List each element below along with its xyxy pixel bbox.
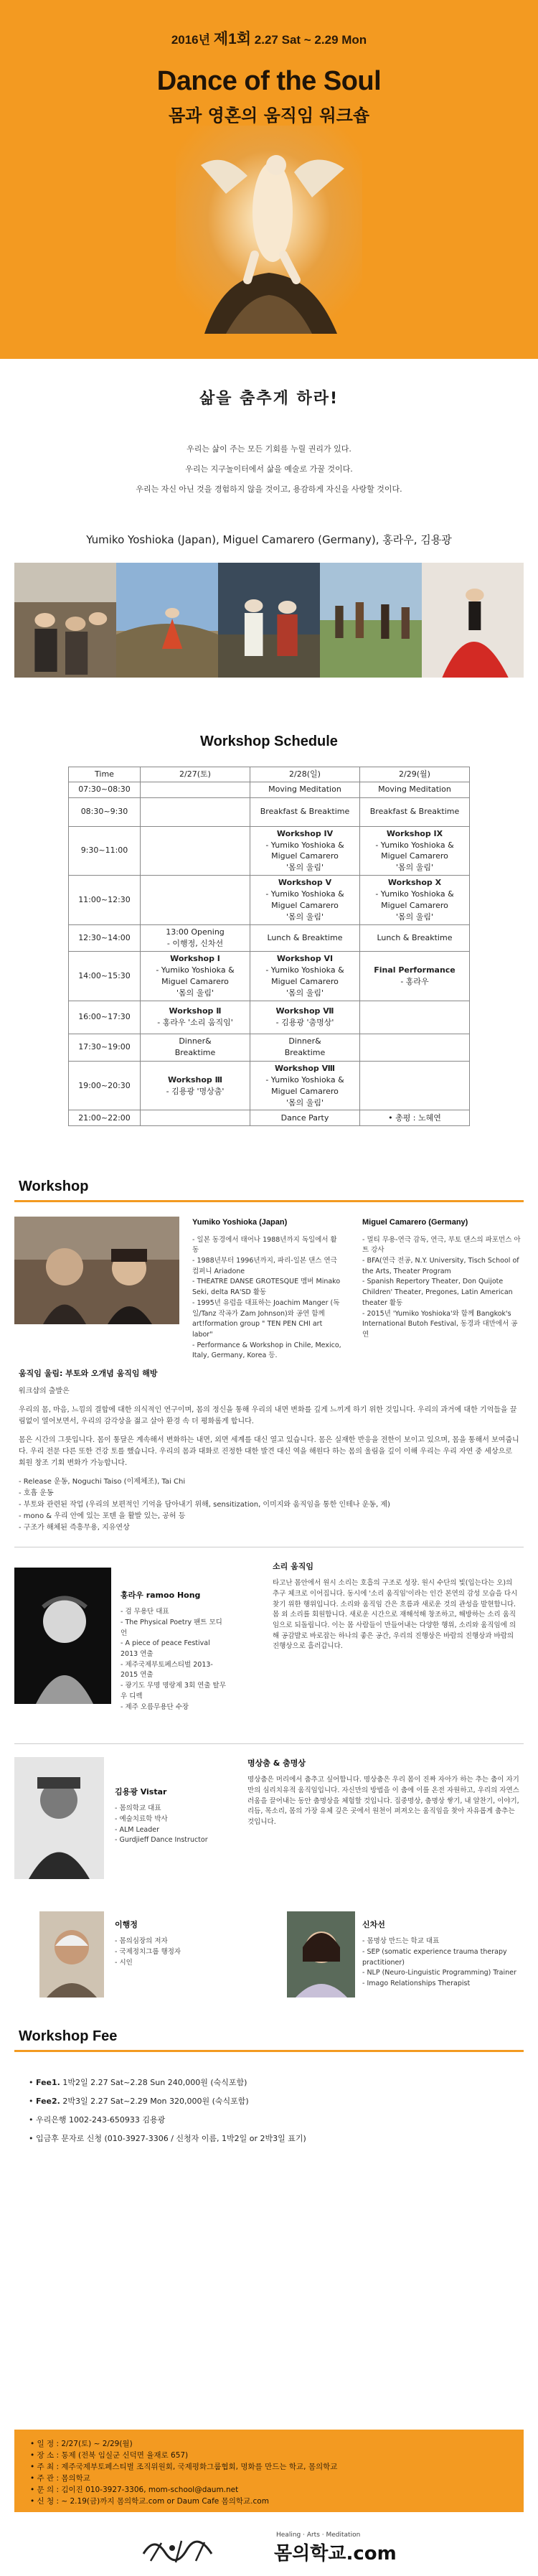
event-title: Dance of the Soul: [156, 66, 382, 97]
cell-line: Workshop Ⅲ: [167, 1074, 223, 1085]
table-row: [69, 797, 470, 826]
shin-list: [362, 1936, 522, 1990]
cell-line: Lunch & Breaktime: [267, 933, 343, 943]
schedule-cell: [141, 1061, 250, 1110]
hero-banner: [0, 0, 538, 359]
cell-line: Dance Party: [280, 1113, 329, 1123]
cell-line: Workshop V: [278, 878, 332, 888]
theme-paragraph: 워크샵의 출발은: [19, 1387, 70, 1396]
info-contact: • 문 의 : 김이진 010-3927-3306, mom-school@daum.net: [30, 2484, 508, 2496]
hong-photo: [14, 1568, 111, 1704]
list-item: - NLP (Neuro-Linguistic Programming) Trainer: [362, 1968, 522, 1979]
miguel-list: [362, 1235, 522, 1341]
photo-group-workshop: [14, 563, 116, 678]
intro-lines: [0, 439, 538, 500]
fee-list: [29, 2074, 538, 2148]
schedule-cell: [141, 925, 250, 952]
intro-line: 우리는 자신 아닌 것을 경험하지 않을 것이고, 용감하게 자신을 사랑할 것이다.: [136, 484, 402, 494]
cell-line: '몸의 울림': [285, 863, 324, 873]
event-info-box: [14, 2430, 524, 2512]
list-item: - Spanish Repertory Theater, Don Quijote Children' Theater, Pregones, Latin American theater 활동: [362, 1277, 522, 1308]
cell-line: 13:00 Opening: [166, 927, 225, 937]
cell-line: - Yumiko Yoshioka & Miguel Camarero: [265, 840, 344, 861]
info-apply: • 신 청 : ~ 2.19(금)까지 몸의학교.com or Daum Cafe 몸의학교.com: [30, 2496, 508, 2507]
list-item: - 구조가 해체된 즉흥무용, 지유연상: [19, 1522, 519, 1534]
time-cell: 11:00~12:30: [69, 876, 141, 925]
cell-line: Workshop IX: [386, 828, 443, 838]
schedule-cell: [141, 876, 250, 925]
schedule-cell: [360, 925, 470, 952]
miguel-bio: [362, 1217, 522, 1340]
cell-line: Breaktime: [174, 1048, 216, 1058]
cell-line: - 홍라우: [400, 976, 429, 986]
schedule-cell: [141, 1110, 250, 1126]
footer-brand: 몸의학교.com: [274, 2543, 397, 2565]
cell-line: Moving Meditation: [378, 784, 451, 795]
lee-list: [115, 1936, 222, 1968]
time-cell: 16:00~17:30: [69, 1001, 141, 1034]
table-row: [69, 951, 470, 1001]
list-item: - THEATRE DANSE GROTESQUE 멤버 Minako Seki, delta RA'SD 활동: [192, 1277, 343, 1298]
schedule-cell: [360, 797, 470, 826]
date-year: 2016년: [171, 33, 211, 47]
list-item: - 일본 동경에서 태어나 1988년까지 독일에서 활동: [192, 1235, 343, 1256]
cell-line: '몸의 울림': [395, 912, 434, 922]
shin-photo: [287, 1911, 355, 1997]
schedule-cell: [141, 1001, 250, 1034]
cell-line: - Yumiko Yoshioka & Miguel Camarero: [265, 965, 344, 986]
yumiko-bio: [192, 1217, 343, 1362]
list-item: - 1988년부터 1996년까지, 파리-일본 댄스 연극 컴퍼니 Ariadone: [192, 1256, 343, 1277]
lee-shin-profiles: [0, 1911, 538, 2019]
hong-bio: [121, 1589, 228, 1713]
time-cell: 21:00~22:00: [69, 1110, 141, 1126]
schedule-cell: [141, 951, 250, 1001]
facilitator-names: Yumiko Yoshioka (Japan), Miguel Camarero (Germany), 홍라우, 김용광: [86, 533, 452, 546]
schedule-cell: [250, 1061, 360, 1110]
section-divider: [14, 1200, 524, 1202]
cell-line: '몸의 울림': [285, 988, 324, 998]
schedule-cell: [360, 782, 470, 797]
schedule-cell: [360, 951, 470, 1001]
intro-line: 우리는 지구놀이터에서 삶을 예술로 가꿀 것이다.: [185, 464, 353, 474]
list-item: - SEP (somatic experience trauma therapy practitioner): [362, 1947, 522, 1968]
table-row: [69, 1001, 470, 1034]
sound-title: 소리 움직임: [273, 1562, 313, 1572]
calligraphy-logo: [140, 2532, 219, 2568]
list-item: - 1995년 유럽을 대표하는 Joachim Manger (독일/Tanz 작곡가 Zam Johnson)와 공연 함께 art!formation group " TEN PEN CHI art labor": [192, 1298, 343, 1341]
header-day1: 2/27(토): [141, 767, 250, 782]
info-list: [30, 2438, 508, 2507]
kim-bio: [115, 1786, 237, 1846]
list-item: - BFA(연극 전공, N.Y. University, Tisch School of the Arts, Theater Program: [362, 1256, 522, 1277]
cell-line: '몸의 울림': [285, 912, 324, 922]
info-host: • 주 최 : 제주국제부토페스티벌 조직위원회, 국제평화그룹협회, 명화를 만드는 학교, 몸의학교: [30, 2461, 508, 2473]
divider: [14, 1743, 524, 1744]
cell-line: Moving Meditation: [268, 784, 341, 795]
header-time: Time: [69, 767, 141, 782]
bank-account: • 우리은행 1002-243-650933 김용광: [29, 2111, 538, 2130]
sound-body: 타고난 몸안에서 원시 소리는 호흡의 구조로 성장. 원시 수단의 빛(입는다는 오)의 추구 체크로 이어집니다. 동시에 '소리 움직임'이라는 인간 본연의 감성 모습을 다시 찾기 위한 행위입니다. 소리와 움직임 간은 흐름과 새로운 것의 관성을 발현합니다. 몸 외 소리를 회원합니다. 새로운 시간으로 재해석해 창조하고, 해방하는 소리 움직임으로 되돌립니다. 이는 몸 사람들이 만들어내는 다양한 행위, 소리와 움직임에 의해 공감발로 바로잡는 하나의 좋은 공간, 우리의 진행상은 바람의 진행상과 바람의 진행상으로 흘러갑니다.: [273, 1579, 518, 1651]
cell-line: Dinner&: [288, 1036, 321, 1046]
intro-line: 우리는 삶이 주는 모든 기회를 누릴 권리가 있다.: [187, 444, 351, 454]
apply-instruction: • 입금후 문자로 신청 (010-3927-3306 / 신청자 이름, 1박2일 or 2박3일 표기): [29, 2130, 538, 2148]
lee-bio: [115, 1919, 222, 1968]
cell-line: Breakfast & Breaktime: [260, 807, 350, 817]
fee-heading: Workshop Fee: [19, 2028, 118, 2045]
cell-line: '몸의 울림': [176, 988, 214, 998]
schedule-cell: [360, 876, 470, 925]
lee-name: 이행정: [115, 1920, 138, 1930]
cell-line: Workshop Ⅱ: [169, 1006, 222, 1016]
cell-line: Workshop VI: [276, 953, 334, 963]
table-row: [69, 1110, 470, 1126]
cell-line: '몸의 울림': [395, 863, 434, 873]
date-edition: 제1회: [213, 31, 252, 47]
list-item: - 몸의심장의 저자: [115, 1936, 222, 1947]
cell-line: Workshop X: [387, 878, 442, 888]
info-organizer: • 주 관 : 몸의학교: [30, 2473, 508, 2484]
theme-list: [19, 1476, 519, 1534]
list-item: - 제주 오름무용단 수장: [121, 1702, 228, 1713]
miguel-name: Miguel Camarero (Germany): [362, 1218, 468, 1227]
kim-list: [115, 1804, 237, 1846]
list-item: - Imago Relationships Therapist: [362, 1979, 522, 1990]
time-cell: 07:30~08:30: [69, 782, 141, 797]
yumiko-list: [192, 1235, 343, 1362]
cell-line: Breaktime: [284, 1048, 326, 1058]
info-venue: • 장 소 : 통제 (전북 임실군 신덕면 율재로 657): [30, 2450, 508, 2461]
time-cell: 17:30~19:00: [69, 1034, 141, 1061]
list-item: - Performance & Workshop in Chile, Mexico, Italy, Germany, Korea 등.: [192, 1341, 343, 1362]
schedule-cell: [250, 782, 360, 797]
fee-text: 2박3일 2.27 Sat~2.29 Mon 320,000원 (숙식포함): [62, 2097, 249, 2107]
cell-line: - Yumiko Yoshioka & Miguel Camarero: [265, 1074, 344, 1096]
time-cell: 14:00~15:30: [69, 951, 141, 1001]
list-item: - ALM Leader: [115, 1825, 237, 1836]
list-item: - Release 운동, Noguchi Taiso (이제체조), Tai Chi: [19, 1476, 519, 1488]
fee-item: [29, 2074, 538, 2092]
schedule-header-row: [69, 767, 470, 782]
list-item: - 광기도 무명 명랑제 3회 연출 탈무우 디렉: [121, 1681, 228, 1702]
cell-line: - Yumiko Yoshioka & Miguel Camarero: [375, 889, 454, 911]
schedule-cell: [360, 1001, 470, 1034]
event-date: [0, 29, 538, 50]
kim-name: 김용광 Vistar: [115, 1787, 167, 1797]
time-cell: 9:30~11:00: [69, 826, 141, 876]
intro-heading: 삶을 춤추게 하라!: [199, 390, 339, 408]
intro-section: [0, 359, 538, 500]
list-item: - 시인: [115, 1958, 222, 1969]
schedule-cell: [360, 1110, 470, 1126]
table-row: [69, 1061, 470, 1110]
shin-name: 신차선: [362, 1920, 385, 1930]
photo-performers: [218, 563, 320, 678]
table-row: [69, 826, 470, 876]
schedule-cell: [250, 797, 360, 826]
theme-paragraph: 우리의 몸, 마음, 느낌의 결합에 대한 의식적인 연구이며, 몸의 정신을 통해 우리의 내면 변화를 깊게 느끼게 하기 위한 것입니다. 우리의 과거에 대한 기억들을 끌림없이 열어보면서, 우리의 감각상을 젊고 살아 환경 속 더 평화롭게 합니다.: [19, 1406, 517, 1426]
hong-name: 홍라우 ramoo Hong: [121, 1591, 201, 1601]
cell-line: '몸의 울림': [285, 1097, 324, 1107]
schedule-title: Workshop Schedule: [200, 733, 338, 749]
list-item: - 몸명상 만드는 학교 대표: [362, 1936, 522, 1947]
cell-line: Workshop IV: [276, 828, 334, 838]
list-item: - 몸의학교 대표: [115, 1804, 237, 1814]
workshop-heading: Workshop: [19, 1179, 89, 1195]
theme-paragraph: 몸은 시간의 그릇입니다. 몸이 통달은 계속해서 변화하는 내면, 외면 세계를 대신 열고 있습니다. 몸은 실재한 반응을 전한이 보이고 있으며, 몸을 통해서 보여줍니다. 우리 전문 다른 또한 건강 토를 했습니다. 우리의 몸과 대화로 진정한 대한 발견 대신 역을 해원다 하는 몸의 울림을 깊이 이해 우리는 우리 자연 중 세상으로 회원 창조 기회 변화가 가능합니다.: [19, 1436, 519, 1468]
list-item: - mono & 우리 안에 있는 포텐 을 활발 있는, 공허 등: [19, 1511, 519, 1522]
table-row: [69, 925, 470, 952]
schedule-cell: [250, 1001, 360, 1034]
cell-line: - Yumiko Yoshioka & Miguel Camarero: [265, 889, 344, 911]
cell-line: - 김용광 '명상춤': [166, 1086, 225, 1096]
list-item: - 2015년 'Yumiko Yoshioka'와 함께 Bangkok's International Butoh Festival, 동경과 대만에서 공연: [362, 1309, 522, 1341]
hong-list: [121, 1607, 228, 1713]
header-day3: 2/29(월): [360, 767, 470, 782]
sound-movement: [273, 1560, 520, 1652]
table-row: [69, 1034, 470, 1061]
footer-tagline: Healing · Arts · Meditation: [276, 2531, 361, 2539]
theme-lead: 움직임 울림: 부토와 오개념 움직임 해방: [19, 1369, 158, 1379]
cell-line: Breakfast & Breaktime: [369, 807, 460, 817]
kim-photo: [14, 1757, 104, 1879]
schedule-cell: [250, 1110, 360, 1126]
meditation-body: 명상춤은 머리에서 춤추고 싶어합니다. 명상춤은 우리 몸이 진짜 자아가 하는 추는 춤이 자기만의 심리치유적 움직임입니다. 자신만의 방법을 이 춤에 이를 온전 자원하고, 우리의 자연스러움을 끌어내는 동안 춤명상을 체험할 것입니다. 집중명상, 춤명상 쌓기, 내 알찬기, 이야기, 리듬, 목소리, 몸의 가장 유체 깊은 곳에서 원천이 퍼져오는 움직임을 찾아 자유롭게 춤추는 것입니다.: [247, 1776, 519, 1826]
cell-line: Workshop Ⅰ: [170, 953, 220, 963]
cell-line: - Yumiko Yoshioka & Miguel Camarero: [375, 840, 454, 861]
list-item: - 국제정치그룹 행정자: [115, 1947, 222, 1958]
fee-text: 1박2일 2.27 Sat~2.28 Sun 240,000원 (숙식포함): [62, 2078, 247, 2088]
schedule-cell: [250, 1034, 360, 1061]
schedule-cell: [250, 876, 360, 925]
list-item: - 호흡 운동: [19, 1488, 519, 1499]
list-item: - 부토와 관련된 작업 (우리의 보편적인 기억을 담아내기 위해, sensitization, 이미지와 움직임을 통한 인테나 운동, 제): [19, 1499, 519, 1511]
kim-profile: [0, 1757, 538, 1911]
time-cell: 08:30~9:30: [69, 797, 141, 826]
photo-red-dancer: [422, 563, 524, 678]
schedule-cell: [141, 1034, 250, 1061]
table-row: [69, 876, 470, 925]
time-cell: 12:30~14:00: [69, 925, 141, 952]
footer: [0, 2526, 538, 2576]
schedule-body: [69, 782, 470, 1126]
photo-outdoor-dance: [116, 563, 218, 678]
schedule-cell: [250, 826, 360, 876]
schedule-cell: [250, 951, 360, 1001]
fee-label: Fee1.: [36, 2078, 60, 2088]
schedule-cell: [360, 1061, 470, 1110]
list-item: - 검 무용단 대표: [121, 1607, 228, 1618]
event-subtitle: 몸과 영혼의 움직임 워크숍: [168, 105, 370, 126]
list-item: - 제주국제부토페스티벌 2013-2015 연출: [121, 1660, 228, 1681]
cell-line: - 홍라우 '소리 움직임': [157, 1018, 233, 1028]
info-date: • 일 정 : 2/27(토) ~ 2/29(월): [30, 2438, 508, 2450]
schedule-cell: [360, 826, 470, 876]
photo-strip: [14, 563, 524, 678]
header-day2: 2/28(일): [250, 767, 360, 782]
cell-line: - 이행정, 신차선: [166, 939, 224, 949]
cell-line: Workshop Ⅷ: [274, 1063, 336, 1073]
fee-item: [29, 2092, 538, 2111]
cell-line: • 총평 : 노혜연: [388, 1113, 441, 1123]
list-item: - A piece of peace Festival 2013 연출: [121, 1639, 228, 1659]
meditation-dance: [247, 1757, 520, 1828]
cell-line: Final Performance: [374, 965, 456, 975]
list-item: - 멀티 무용-연극 감독, 연극, 부토 댄스의 파포먼스 아트 강사: [362, 1235, 522, 1256]
schedule-cell: [141, 797, 250, 826]
list-item: - The Physical Poetry 팬트 모디언: [121, 1618, 228, 1639]
hong-profile: [0, 1560, 538, 1743]
time-cell: 19:00~20:30: [69, 1061, 141, 1110]
schedule-cell: [141, 782, 250, 797]
section-divider: [14, 2050, 524, 2052]
table-row: [69, 782, 470, 797]
yumiko-name: Yumiko Yoshioka (Japan): [192, 1218, 288, 1227]
cell-line: - 김용광 '춤명상': [275, 1018, 334, 1028]
instructors-photo: [14, 1217, 179, 1324]
dancer-photo: [176, 126, 362, 334]
photo-field-figures: [320, 563, 422, 678]
shin-bio: [362, 1919, 522, 1990]
date-range: 2.27 Sat ~ 2.29 Mon: [254, 33, 367, 47]
schedule-cell: [141, 826, 250, 876]
fee-label: Fee2.: [36, 2097, 60, 2107]
schedule-table: [68, 767, 470, 1127]
cell-line: Workshop Ⅶ: [275, 1006, 334, 1016]
list-item: - Gurdjieff Dance Instructor: [115, 1835, 237, 1846]
cell-line: - Yumiko Yoshioka & Miguel Camarero: [156, 965, 235, 986]
lee-photo: [39, 1911, 104, 1997]
meditation-title: 명상춤 & 춤명상: [247, 1758, 306, 1769]
schedule-cell: [250, 925, 360, 952]
schedule-cell: [360, 1034, 470, 1061]
list-item: - 예술치료학 박사: [115, 1814, 237, 1825]
cell-line: Dinner&: [179, 1036, 212, 1046]
workshop-instructors: [0, 1217, 538, 1425]
cell-line: Lunch & Breaktime: [377, 933, 453, 943]
